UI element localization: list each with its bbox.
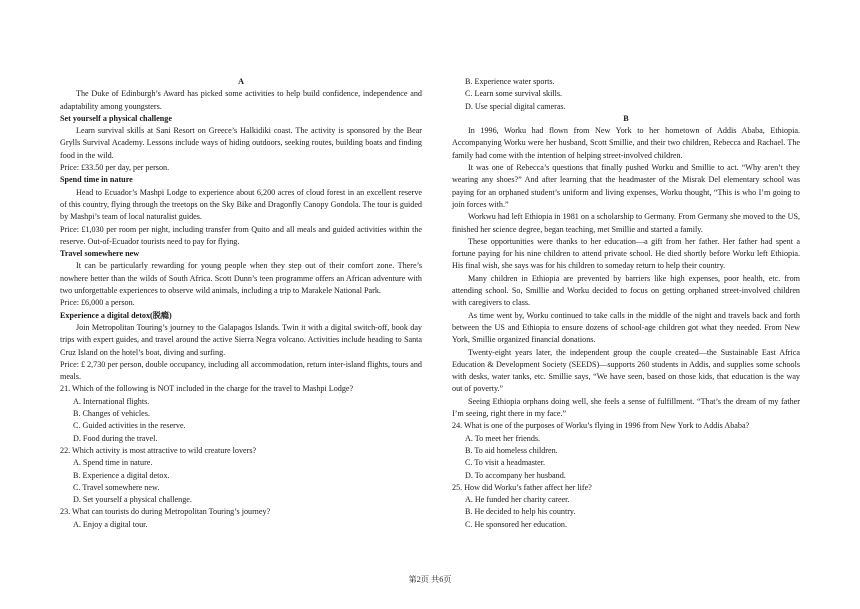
question-21: 21. Which of the following is NOT included in the charge for the travel to Mashpi Lodge? <box>60 384 354 394</box>
question-22-option-c: C. Travel somewhere new. <box>73 482 160 492</box>
question-24-option-c: C. To visit a headmaster. <box>465 458 546 468</box>
question-23-option-a: A. Enjoy a digital tour. <box>73 519 148 529</box>
question-23-option-c: C. Learn some survival skills. <box>465 89 563 99</box>
section-physical-challenge-heading: Set yourself a physical challenge <box>60 113 172 123</box>
passage-b-paragraph-1: In 1996, Worku had flown from New York to her hometown of Addis Ababa, Ethiopia. Accompanying Worku were her husband, Scott Smillie, and their two children, Rebecca and Rachael. The family had come with the intention of helping street-involved children. <box>452 126 800 160</box>
passage-b-paragraph-2: It was one of Rebecca’s questions that finally pushed Worku and Smillie to act. “Why aren’t they wearing any shoes?” And after learning that the headmaster of the Misrak Del elementary school was paying for an orphaned student’s uniform and living expenses, Worku thought, “This is who I’m going to join forces with.” <box>452 163 800 209</box>
question-22: 22. Which activity is most attractive to wild creature lovers? <box>60 445 257 455</box>
question-24-option-a: A. To meet her friends. <box>465 433 541 443</box>
question-23-option-d: D. Use special digital cameras. <box>465 101 566 111</box>
passage-b-paragraph-5: Many children in Ethiopia are prevented by barriers like high expenses, poor health, etc. from attending school. So, Smillie and Worku decided to focus on getting orphaned street-involved children with caregivers to class. <box>452 273 800 308</box>
passage-b-paragraph-6: As time went by, Worku continued to take calls in the middle of the night and travels back and forth between the US and Ethiopia to ensure dozens of school-age children got what they needed. From New York, Smillie organized financial donations. <box>452 310 800 345</box>
question-23: 23. What can tourists do during Metropolitan Touring’s journey? <box>60 507 271 517</box>
question-21-option-d: D. Food during the travel. <box>73 433 158 443</box>
passage-b-column <box>452 76 800 531</box>
section-physical-challenge-price: Price: £33.50 per day, per person. <box>60 163 170 173</box>
question-24-option-d: D. To accompany her husband. <box>465 470 566 480</box>
passage-b-paragraph-8: Seeing Ethiopia orphans doing well, she feels a sense of fulfillment. “That’s the dream of my father I’m seeing, right there in my face.” <box>452 396 800 419</box>
question-24: 24. What is one of the purposes of Worku’s flying in 1996 from New York to Addis Ababa? <box>452 421 750 431</box>
passage-b-paragraph-4: These opportunities were thanks to her education—a gift from her father. Her father had spent a fortune paying for his nine children to attend private school. He died shortly before Worku left Ethiopia. His final wish, she says was for his children to someday return to help their country. <box>452 236 800 271</box>
question-22-option-b: B. Experience a digital detox. <box>73 470 170 480</box>
section-detox-body: Join Metropolitan Touring’s journey to the Galapagos Islands. Twin it with a digital switch-off, book day trips with expert guides, and travel around the active Sierra Negra volcano. Activities include heading to Santa Cruz Island on the hotel’s boat, diving and surfing. <box>60 322 422 357</box>
section-travel-heading: Travel somewhere new <box>60 249 140 259</box>
question-25-option-a: A. He funded her charity career. <box>465 495 570 505</box>
section-nature-price: Price: £1,030 per room per night, including transfer from Quito and all meals and guided activities within the reserve. Out-of-Ecuador tourists need to pay for flying. <box>60 224 422 246</box>
passage-a-intro: The Duke of Edinburgh’s Award has picked some activities to help build confidence, independence and adaptability among youngsters. <box>60 89 422 111</box>
question-21-option-c: C. Guided activities in the reserve. <box>73 421 186 431</box>
question-23-option-b: B. Experience water sports. <box>465 77 555 86</box>
section-physical-challenge-body: Learn survival skills at Sani Resort on Greece’s Halkidiki coast. The activity is sponsored by the Bear Grylls Survival Academy. Lessons include ways of hiding outdoors, seeking routes, building boats and finding food in the wild. <box>60 126 422 160</box>
passage-a-title: A <box>238 77 244 86</box>
question-21-option-a: A. International flights. <box>73 396 150 406</box>
section-nature-body: Head to Ecuador’s Mashpi Lodge to experience about 6,200 acres of cloud forest in an excellent reserve of this country, flying through the treetops on the Sky Bike and Dragonfly Canopy Gondola. The tour is guided by Mashpi’s team of local naturalist guides. <box>60 187 422 222</box>
section-detox-price: Price: £ 2,730 per person, double occupancy, including all accommodation, return inter-island flights, tours and meals. <box>60 359 422 382</box>
section-travel-body: It can be particularly rewarding for young people when they step out of their comfort zone. There’s nowhere better than the wilds of South Africa. Scott Dunn’s teen programme offers an African adventure with two unforgettable experiences to observe wild animals, including a trip to Marakele National Park. <box>60 261 422 296</box>
passage-a-column <box>60 76 422 531</box>
passage-b-paragraph-7: Twenty-eight years later, the independent group the couple created—the Sustainable East Africa Education & Development Society (SEEDS)—supports 260 students in Addis, and supplies some schools with desks, water tanks, etc. Smillie says, “We have seen, based on those kids, that education is the way out of poverty.” <box>452 347 800 394</box>
question-22-option-d: D. Set yourself a physical challenge. <box>73 495 192 505</box>
page-number-footer: 第2页 共6页 <box>408 575 452 584</box>
section-nature-heading: Spend time in nature <box>60 175 133 185</box>
question-21-option-b: B. Changes of vehicles. <box>73 409 150 419</box>
question-24-option-b: B. To aid homeless children. <box>465 445 558 455</box>
passage-b-title: B <box>623 113 629 123</box>
question-25-option-b: B. He decided to help his country. <box>465 507 576 517</box>
section-detox-heading: Experience a digital detox(脱瘾) <box>60 310 172 320</box>
section-travel-price: Price: £6,000 a person. <box>60 298 135 308</box>
question-25-option-c: C. He sponsored her education. <box>465 519 567 529</box>
passage-b-paragraph-3: Workwu had left Ethiopia in 1981 on a scholarship to Germany. From Germany she moved to the US, finished her science degree, began teaching, met Smillie and started a family. <box>452 212 800 234</box>
question-25: 25. How did Worku’s father affect her life? <box>452 482 592 492</box>
question-22-option-a: A. Spend time in nature. <box>73 458 153 468</box>
